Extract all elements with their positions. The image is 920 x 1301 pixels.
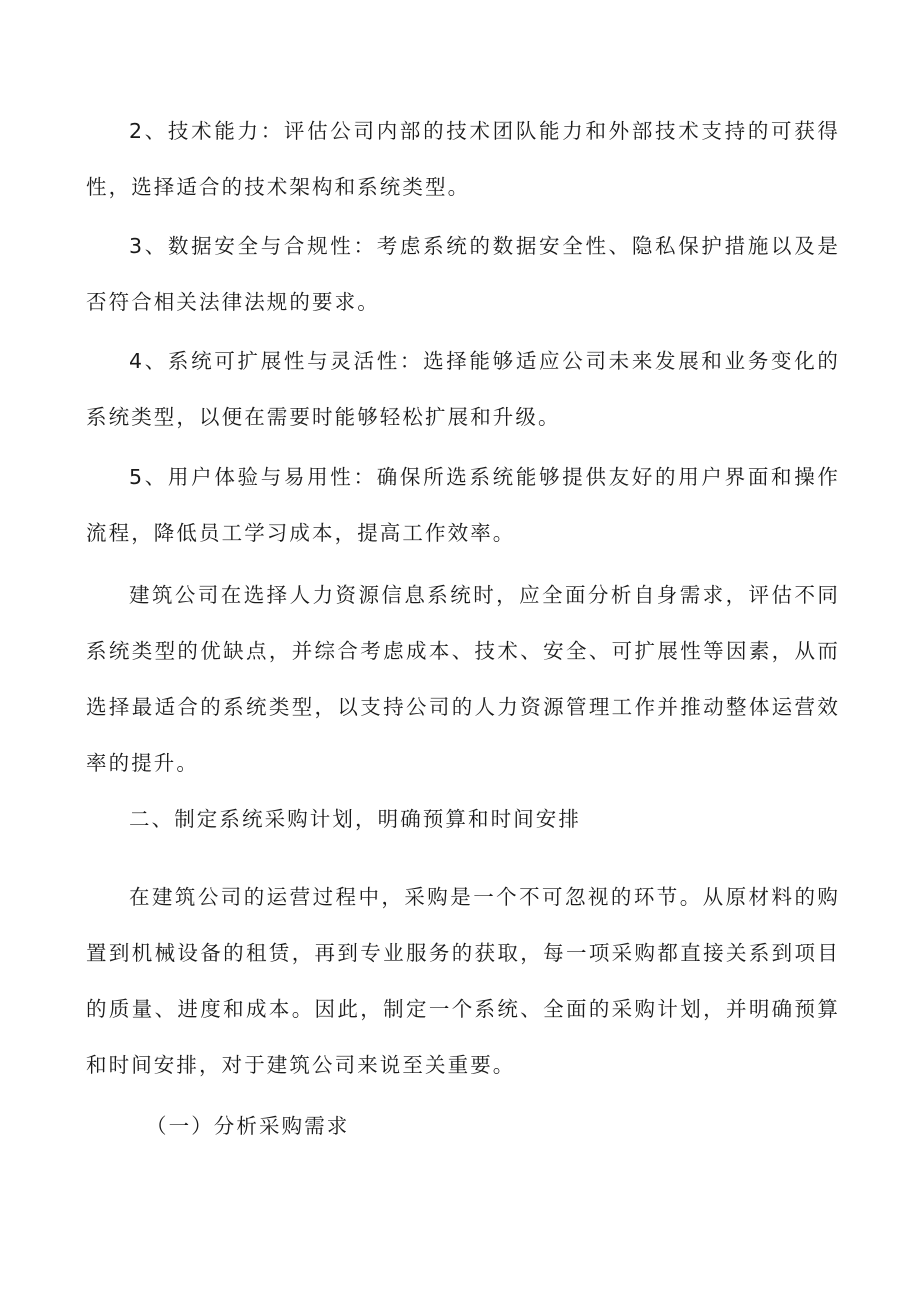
subsection-heading: （一）分析采购需求 <box>146 1114 350 1138</box>
section-intro-paragraph: 在建筑公司的运营过程中，采购是一个不可忽视的环节。从原材料的购置到机械设备的租赁，再到专业服务的获取，每一项采购都直接关系到项目的质量、进度和成本。因此，制定一个系统、全面的采购计划，并明确预算和时间安排，对于建筑公司来说至关重要。 <box>86 885 840 1077</box>
list-item-technical-capability: 2、技术能力：评估公司内部的技术团队能力和外部技术支持的可获得性，选择适合的技术架构和系统类型。 <box>86 119 840 199</box>
list-item-usability: 5、用户体验与易用性：确保所选系统能够提供友好的用户界面和操作流程，降低员工学习成本，提高工作效率。 <box>86 465 840 545</box>
summary-paragraph: 建筑公司在选择人力资源信息系统时，应全面分析自身需求，评估不同系统类型的优缺点，并综合考虑成本、技术、安全、可扩展性等因素，从而选择最适合的系统类型，以支持公司的人力资源管理工作并推动整体运营效率的提升。 <box>86 583 840 775</box>
section-heading: 二、制定系统采购计划，明确预算和时间安排 <box>129 807 581 831</box>
list-item-data-security: 3、数据安全与合规性：考虑系统的数据安全性、隐私保护措施以及是否符合相关法律法规的要求。 <box>86 234 840 314</box>
list-item-scalability: 4、系统可扩展性与灵活性：选择能够适应公司未来发展和业务变化的系统类型，以便在需要时能够轻松扩展和升级。 <box>86 349 840 429</box>
